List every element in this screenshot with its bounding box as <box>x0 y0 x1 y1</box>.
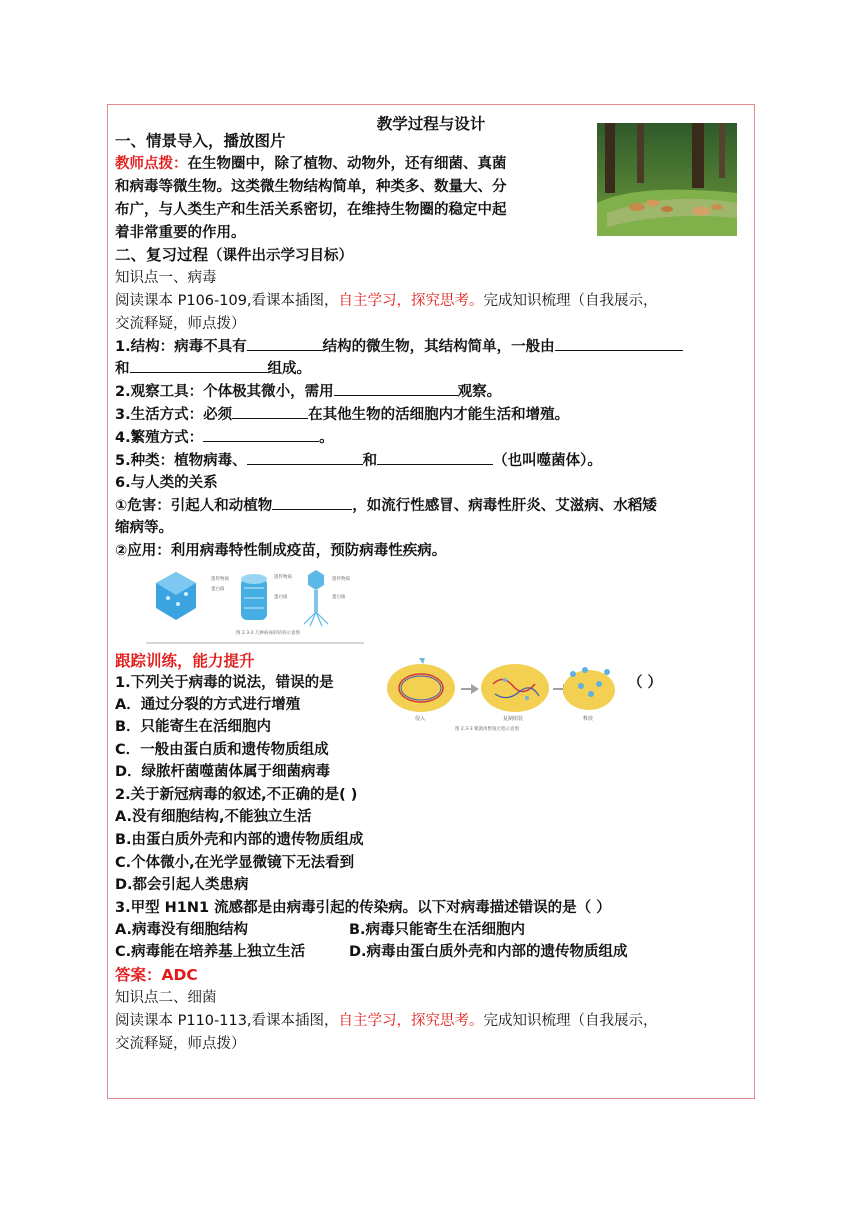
q-kind <box>115 450 602 472</box>
section1-line3: 布广，与人类生产和生活关系密切，在维持生物圈的稳定中起 <box>115 202 507 218</box>
section1-heading: 一、情景导入，播放图片 <box>115 132 286 150</box>
fig1-label-5: 遗传物质 <box>332 577 350 582</box>
kp2-title: 知识点二、细菌 <box>115 990 217 1006</box>
harm-line2: 缩病等。 <box>115 520 173 536</box>
q-kind-c: （也叫噬菌体）。 <box>493 453 602 469</box>
read2-line2: 交流释疑，师点拨） <box>115 1036 246 1052</box>
blank <box>130 358 268 373</box>
fig2-step-1: 侵入 <box>415 716 426 722</box>
read1-text: 阅读课本 P106-109,看课本插图， <box>115 293 339 309</box>
fig2-step-3: 释放 <box>583 716 594 722</box>
q-repro-a: 4.繁殖方式： <box>115 430 204 446</box>
q-kind-b: 和 <box>362 453 378 469</box>
section2-note: （课件出示学习目标） <box>208 248 354 264</box>
fig1-label-2: 蛋白质 <box>211 587 225 592</box>
q-structure-b: 结构的微生物，其结构简单，一般由 <box>322 339 555 355</box>
blank <box>203 427 319 442</box>
q-structure-d: 组成。 <box>267 361 311 377</box>
read2-text-2: 完成知识梳理（自我展示， <box>483 1013 658 1029</box>
q-tool <box>115 381 501 403</box>
ex3-option-a: A.病毒没有细胞结构 <box>115 922 248 938</box>
ex3-option-c: C.病毒能在培养基上独立生活 <box>115 944 306 960</box>
blank <box>232 404 308 419</box>
blank <box>377 450 493 465</box>
ex1-option-c: C．一般由蛋白质和遗传物质组成 <box>115 742 329 758</box>
kp1-title: 知识点一、病毒 <box>115 270 217 286</box>
q-tool-b: 观察。 <box>457 384 502 400</box>
q-life <box>115 404 569 426</box>
blank <box>334 381 458 396</box>
q-structure-a: 1.结构：病毒不具有 <box>115 339 247 355</box>
blank <box>247 336 323 351</box>
harm-line1 <box>115 495 657 517</box>
section2-heading <box>115 244 353 267</box>
fig2-caption: 图 2.3-3 噬菌体繁殖过程示意图 <box>455 727 520 732</box>
read1-line2: 交流释疑，师点拨） <box>115 316 246 332</box>
blank <box>247 450 363 465</box>
q-tool-a: 2.观察工具：个体极其微小，需用 <box>115 384 334 400</box>
ex2-option-b: B.由蛋白质外壳和内部的遗传物质组成 <box>115 832 364 848</box>
ex3-question: 3.甲型 H1N1 流感都是由病毒引起的传染病。以下对病毒描述错误的是（ ） <box>115 900 611 916</box>
fig1-label-6: 蛋白质 <box>332 595 346 600</box>
blank <box>272 495 352 510</box>
section2-title: 二、复习过程 <box>115 246 209 264</box>
read1-text-2: 完成知识梳理（自我展示， <box>483 293 658 309</box>
ex2-option-d: D.都会引起人类患病 <box>115 877 249 893</box>
fig2-step-2: 复制组装 <box>503 716 524 722</box>
ex1-option-b: B．只能寄生在活细胞内 <box>115 719 272 735</box>
training-heading: 跟踪训练，能力提升 <box>115 652 255 670</box>
ex3-option-d: D.病毒由蛋白质外壳和内部的遗传物质组成 <box>349 944 628 960</box>
read1-line <box>115 290 658 312</box>
read2-line <box>115 1010 658 1032</box>
use-line: ②应用：利用病毒特性制成疫苗，预防病毒性疾病。 <box>115 543 447 559</box>
fig1-label-3: 遗传物质 <box>274 575 292 580</box>
read2-highlight: 自主学习，探究思考。 <box>338 1013 484 1029</box>
ex2-option-c: C.个体微小,在光学显微镜下无法看到 <box>115 855 355 871</box>
q-repro-b: 。 <box>319 430 334 446</box>
ex1-question: 1.下列关于病毒的说法，错误的是 <box>115 675 334 691</box>
q-structure-c: 和 <box>115 361 130 377</box>
ex2-question: 2.关于新冠病毒的叙述,不正确的是( ) <box>115 787 358 803</box>
section1-line2: 和病毒等微生物。这类微生物结构简单，种类多、数量大、分 <box>115 179 507 195</box>
virus-structure-figure <box>146 568 364 644</box>
ex1-paren: （ ） <box>628 675 663 691</box>
q-structure-line2 <box>115 358 311 380</box>
q-kind-a: 5.种类：植物病毒、 <box>115 453 247 469</box>
teacher-hint-label: 教师点拨： <box>115 156 188 172</box>
doc-title: 教学过程与设计 <box>376 115 486 133</box>
ex1-option-d: D．绿脓杆菌噬菌体属于细菌病毒 <box>115 764 331 780</box>
fig1-label-4: 蛋白质 <box>274 595 288 600</box>
forest-mushroom-photo <box>597 123 737 236</box>
read2-text: 阅读课本 P110-113,看课本插图， <box>115 1013 339 1029</box>
fig1-label-1: 遗传物质 <box>211 577 229 582</box>
ex2-option-a: A.没有细胞结构,不能独立生活 <box>115 809 312 825</box>
ex3-option-b: B.病毒只能寄生在活细胞内 <box>349 922 526 938</box>
q-structure-line1 <box>115 336 683 358</box>
ex1-option-a: A．通过分裂的方式进行增殖 <box>115 697 301 713</box>
answer-line: 答案：ADC <box>115 966 198 984</box>
phage-replication-figure <box>385 654 617 734</box>
section1-line4: 着非常重要的作用。 <box>115 225 246 241</box>
blank <box>555 336 683 351</box>
q-relation: 6.与人类的关系 <box>115 475 218 491</box>
teacher-hint-text: 在生物圈中，除了植物、动物外，还有细菌、真菌 <box>187 156 507 172</box>
q-life-a: 3.生活方式：必须 <box>115 407 233 423</box>
q-life-b: 在其他生物的活细胞内才能生活和增殖。 <box>308 407 570 423</box>
harm-b: ，如流行性感冒、病毒性肝炎、艾滋病、水稻矮 <box>352 498 657 514</box>
section1-line1 <box>115 153 507 175</box>
harm-a: ①危害：引起人和动植物 <box>115 498 273 514</box>
read1-highlight: 自主学习，探究思考。 <box>338 293 484 309</box>
q-repro <box>115 427 334 449</box>
fig1-caption: 图 2.3-2 几种病毒的结构示意图 <box>236 631 301 636</box>
